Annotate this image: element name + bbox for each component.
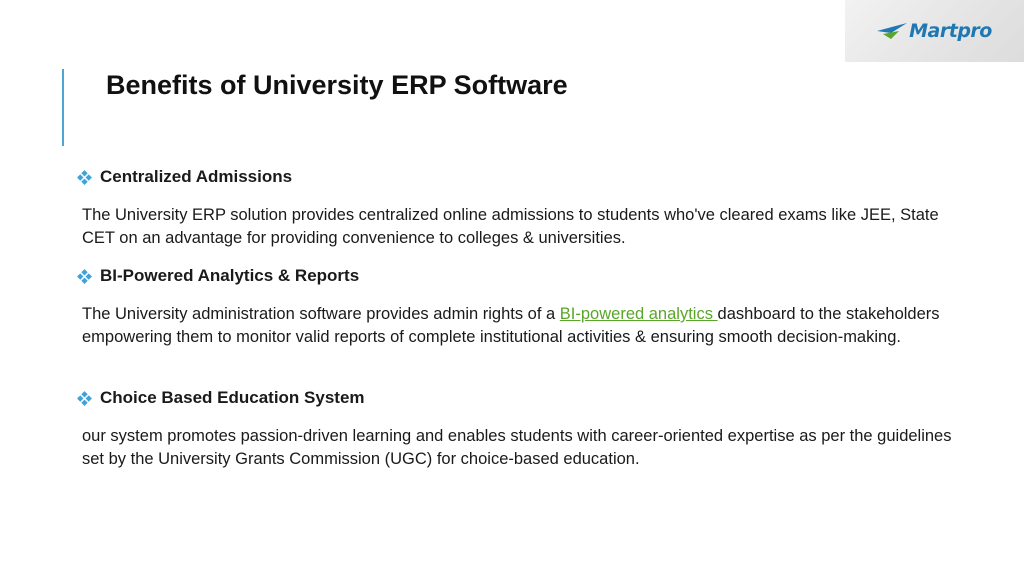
section-heading bbox=[76, 387, 956, 409]
diamond-bullet-icon bbox=[76, 268, 93, 285]
section-body: our system promotes passion-driven learning and enables students with career-oriented expertise as per the guidelines set by the University Grants Commission (UGC) for choice-based education. bbox=[82, 427, 952, 468]
diamond-bullet-icon bbox=[76, 390, 93, 407]
section-heading-text: BI-Powered Analytics & Reports bbox=[100, 266, 360, 285]
section-heading bbox=[76, 265, 956, 287]
section-choice-based-education bbox=[76, 387, 956, 471]
section-centralized-admissions bbox=[76, 166, 956, 250]
section-heading bbox=[76, 166, 956, 188]
title-accent-bar bbox=[62, 69, 64, 146]
section-body: The University ERP solution provides centralized online admissions to students who've cleared exams like JEE, State CET on an advantage for providing convenience to colleges & universities. bbox=[82, 206, 939, 247]
logo-swoosh-icon bbox=[877, 21, 907, 41]
section-body bbox=[82, 303, 956, 349]
diamond-bullet-icon bbox=[76, 169, 93, 186]
page-title: Benefits of University ERP Software bbox=[106, 70, 568, 100]
logo-text: Martpro bbox=[909, 20, 992, 42]
section-heading-text: Centralized Admissions bbox=[100, 167, 293, 186]
logo bbox=[845, 0, 1024, 62]
section-heading-text: Choice Based Education System bbox=[100, 388, 365, 407]
section-body-text-after: dashboard to the stakeholders empowering them to monitor valid reports of complete institutional activities & ensuring smooth decision-making. bbox=[82, 305, 940, 346]
section-bi-analytics bbox=[76, 265, 956, 349]
section-body-text-before: The University administration software provides admin rights of a bbox=[82, 305, 560, 323]
bi-powered-analytics-link[interactable]: BI-powered analytics bbox=[559, 305, 718, 323]
